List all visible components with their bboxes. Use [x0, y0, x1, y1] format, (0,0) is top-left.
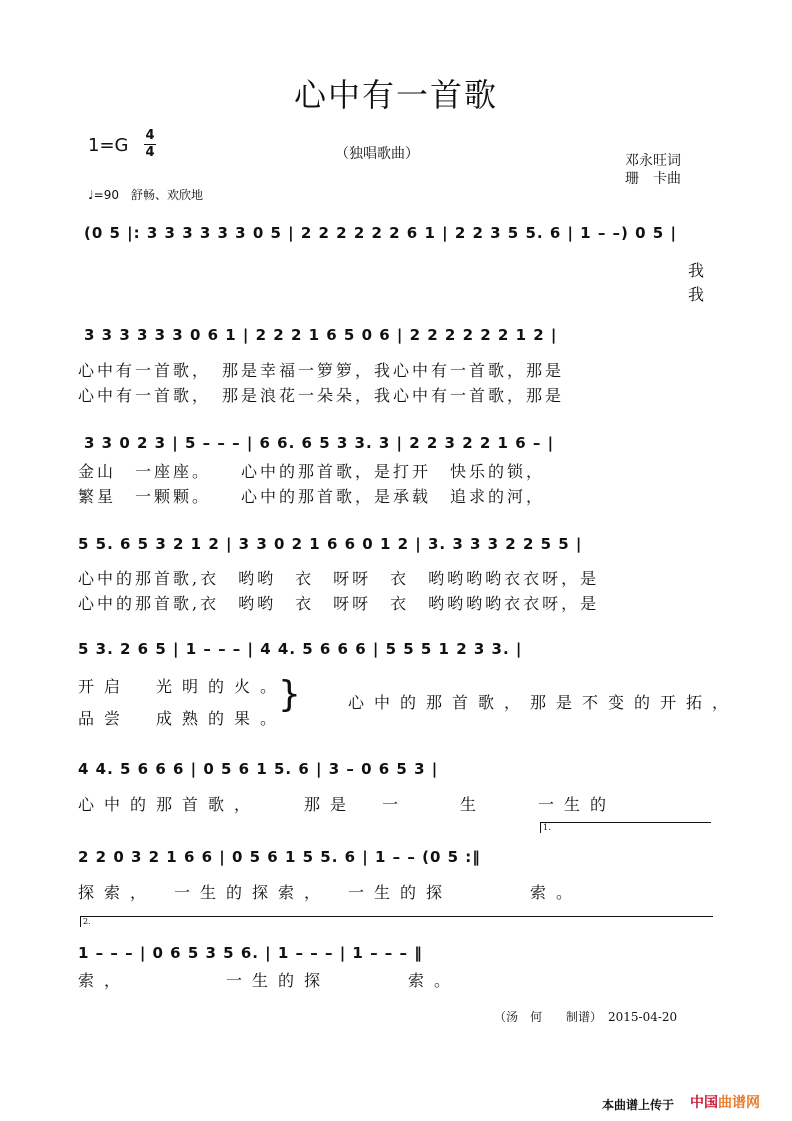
lyric-line-6: 心中的那首歌， 那是 一 生 一生的: [78, 795, 617, 814]
lyric-line-5b: 品尝 成熟的果。: [78, 709, 287, 728]
genre-label: （独唱歌曲）: [335, 146, 419, 162]
lyric-line-5c: 心中的那首歌，那是不变的开拓，: [348, 693, 739, 712]
notation-line-3: 3 3 0 2 3 | 5 – – – | 6 6. 6 5 3 3. 3 | 2 2 3 2 2 1 6 – |: [84, 434, 555, 452]
tempo-marking: ♩=90 舒畅、欢欣地: [88, 188, 203, 202]
lyric-line-1a: 我: [688, 261, 708, 280]
lyric-line-5a: 开启 光明的火。: [78, 677, 287, 696]
lyricist-credit: 邓永旺词: [625, 153, 681, 169]
lyric-brace: }: [278, 674, 301, 715]
site-logo[interactable]: [690, 1092, 760, 1112]
lyric-line-8: 索， 一生的探 索。: [78, 971, 461, 990]
transcriber-footer: （汤 何 制谱） 2015-04-20: [494, 1010, 678, 1024]
lyric-line-1b: 我: [688, 285, 708, 304]
key-signature: 1=G: [88, 135, 129, 156]
time-signature: [144, 128, 156, 161]
lyric-line-3a: 金山 一座座。 心中的那首歌，是打开 快乐的锁，: [78, 462, 546, 481]
notation-line-2: 3 3 3 3 3 3 0 6 1 | 2 2 2 1 6 5 0 6 | 2 2 2 2 2 2 1 2 |: [84, 326, 558, 344]
lyric-line-4b: 心中的那首歌,衣 哟哟 衣 呀呀 衣 哟哟哟哟衣衣呀，是: [78, 594, 600, 613]
lyric-line-2a: 心中有一首歌， 那是幸福一箩箩，我心中有一首歌，那是: [78, 361, 565, 380]
lyric-line-2b: 心中有一首歌， 那是浪花一朵朵，我心中有一首歌，那是: [78, 386, 565, 405]
time-signature-top: 4: [145, 128, 155, 143]
volta-first-ending: [540, 822, 711, 833]
notation-line-6: 4 4. 5 6 6 6 | 0 5 6 1 5. 6 | 3 – 0 6 5 3 |: [78, 760, 439, 778]
notation-line-8: 1 – – – | 0 6 5 3 5 6. | 1 – – – | 1 – – – ‖: [78, 944, 423, 962]
lyric-line-7: 探索， 一生的探索， 一生的探 索。: [78, 883, 583, 902]
time-signature-bottom: 4: [145, 145, 155, 160]
composer-credit: 珊 卡曲: [625, 171, 681, 187]
volta-second-label: 2.: [83, 917, 91, 926]
lyric-line-3b: 繁星 一颗颗。 心中的那首歌，是承载 追求的河，: [78, 487, 546, 506]
upload-text: 本曲谱上传于: [602, 1098, 675, 1112]
lyric-line-4a: 心中的那首歌,衣 哟哟 衣 呀呀 衣 哟哟哟哟衣衣呀，是: [78, 569, 600, 588]
notation-line-7: 2 2 0 3 2 1 6 6 | 0 5 6 1 5 5. 6 | 1 – – (0 5 :‖: [78, 848, 481, 866]
notation-line-4: 5 5. 6 5 3 2 1 2 | 3 3 0 2 1 6 6 0 1 2 | 3. 3 3 3 2 2 5 5 |: [78, 535, 583, 553]
song-title: 心中有一首歌: [293, 76, 498, 114]
notation-line-1: (0 5 |: 3 3 3 3 3 3 0 5 | 2 2 2 2 2 2 6 1 | 2 2 3 5 5. 6 | 1 – –) 0 5 |: [84, 224, 677, 242]
site-logo-red: 中国: [690, 1095, 718, 1111]
volta-second-ending: [80, 916, 713, 927]
notation-line-5: 5 3. 2 6 5 | 1 – – – | 4 4. 5 6 6 6 | 5 5 5 1 2 3 3. |: [78, 640, 523, 658]
site-logo-orange: 曲谱网: [718, 1095, 760, 1111]
volta-first-label: 1.: [543, 823, 551, 832]
